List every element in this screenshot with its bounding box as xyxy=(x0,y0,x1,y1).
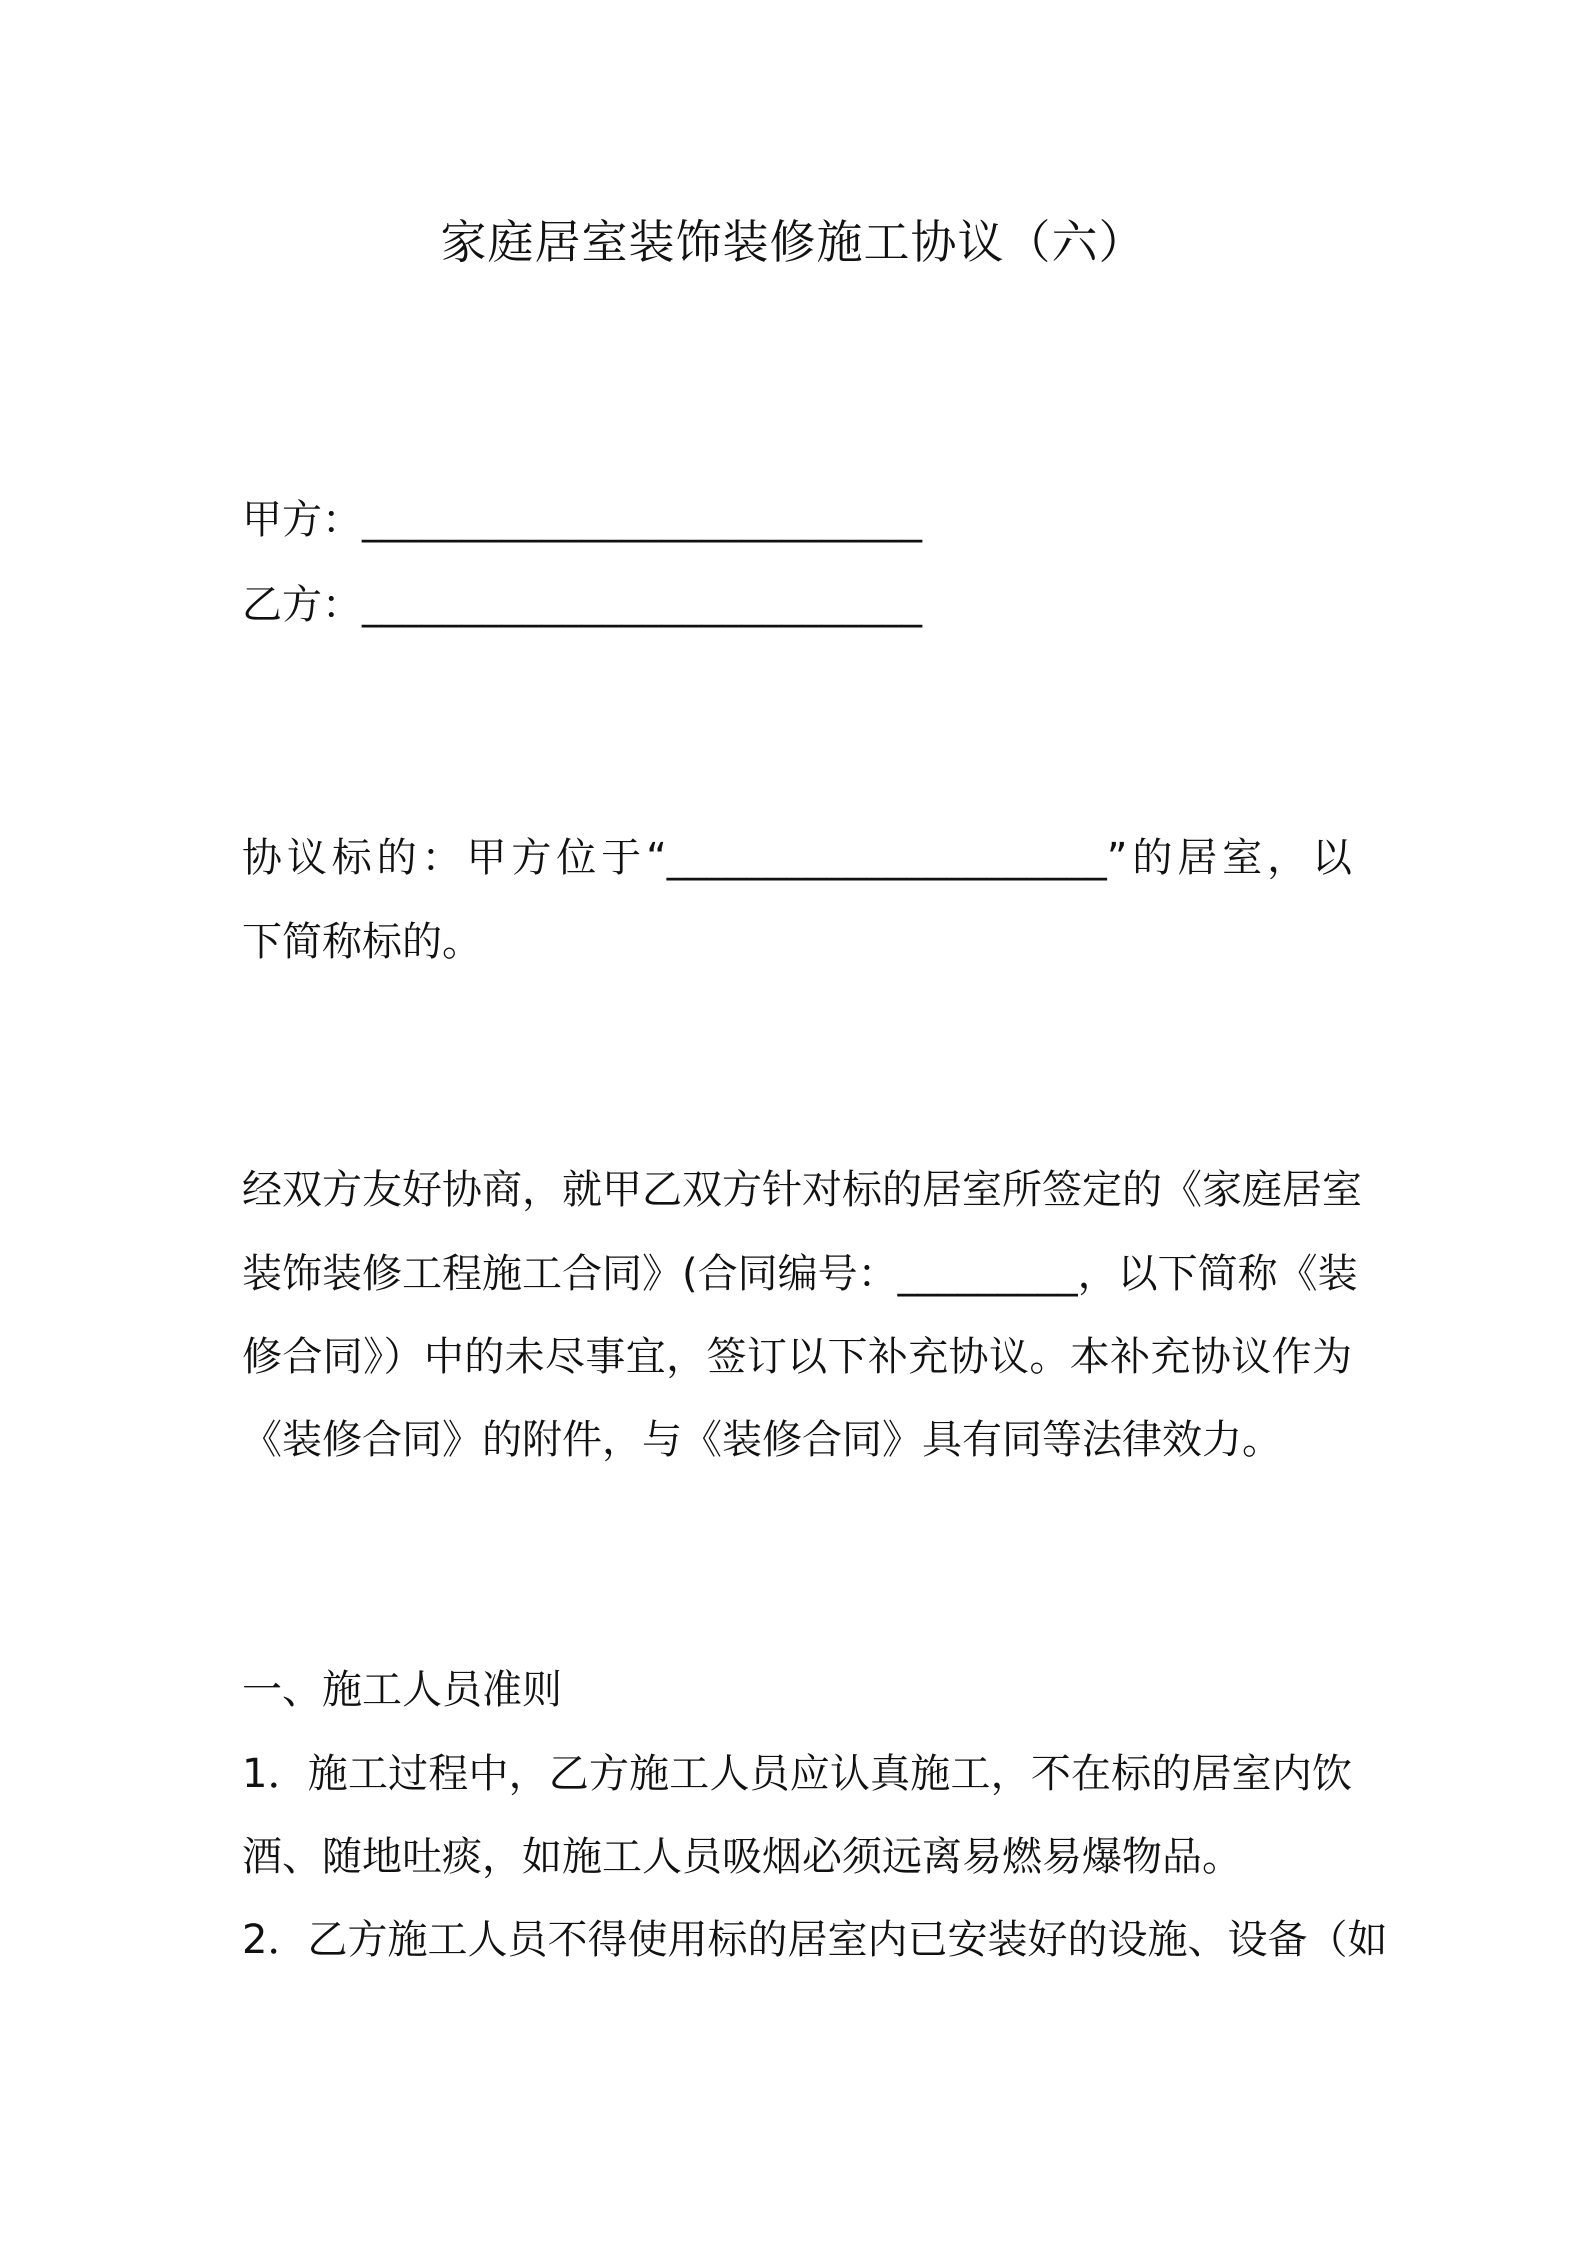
preamble-line-1: 经双方友好协商，就甲乙双方针对标的居室所签定的《家庭居室 xyxy=(242,1167,1362,1213)
preamble-line-4: 《装修合同》的附件，与《装修合同》具有同等法律效力。 xyxy=(242,1417,1282,1463)
subject-line-2: 下简称标的。 xyxy=(242,919,482,965)
section-1-item-1-line-2: 酒、随地吐痰，如施工人员吸烟必须远离易燃易爆物品。 xyxy=(242,1834,1242,1880)
document-title: 家庭居室装饰装修施工协议（六） xyxy=(440,215,1146,269)
preamble-line-3: 修合同》）中的未尽事宜，签订以下补充协议。本补充协议作为 xyxy=(242,1334,1352,1380)
party-b-line: 乙方：____________________________ xyxy=(242,582,922,628)
section-1-heading: 一、施工人员准则 xyxy=(242,1667,562,1713)
party-a-line: 甲方：____________________________ xyxy=(242,497,922,543)
subject-line-1: 协议标的：甲方位于“______________________”的居室，以 xyxy=(242,835,1352,881)
section-1-item-2-line-1: 2．乙方施工人员不得使用标的居室内已安装好的设施、设备（如 xyxy=(242,1917,1388,1963)
section-1-item-1-line-1: 1．施工过程中，乙方施工人员应认真施工，不在标的居室内饮 xyxy=(242,1751,1352,1797)
preamble-line-2: 装饰装修工程施工合同》(合同编号：_________，以下简称《装 xyxy=(242,1251,1358,1297)
